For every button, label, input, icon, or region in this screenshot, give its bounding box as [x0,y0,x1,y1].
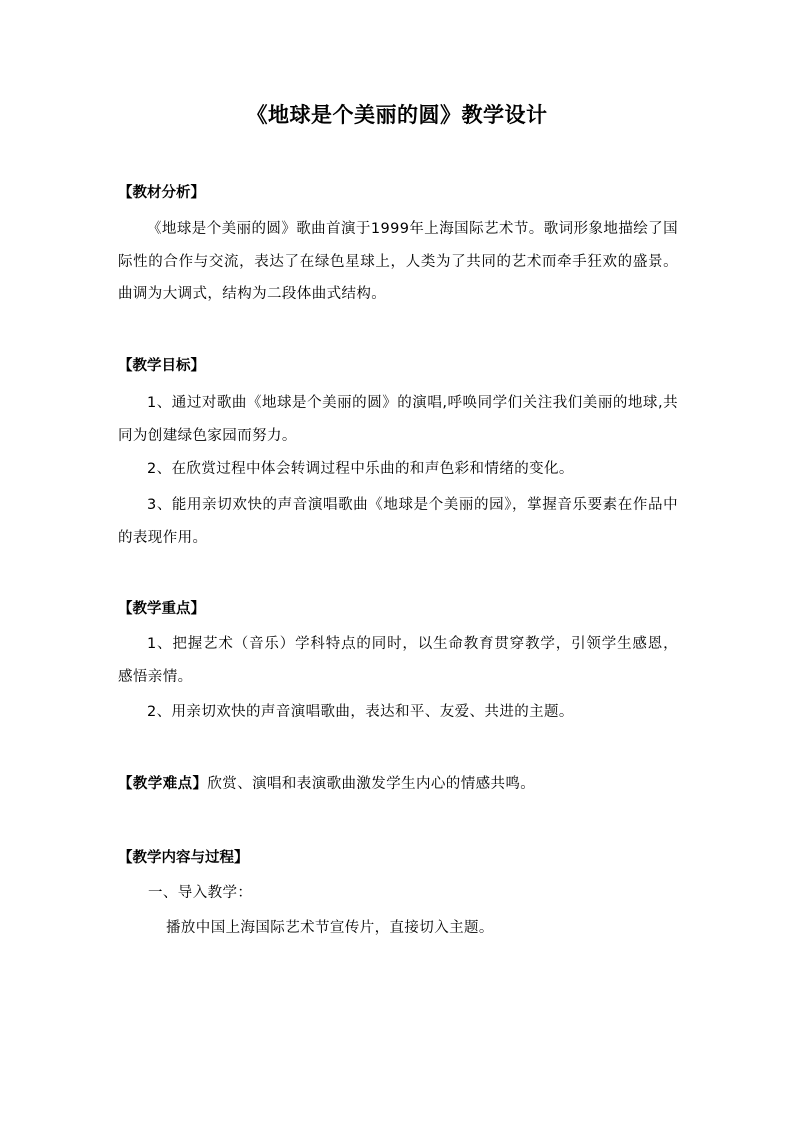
goal-item-2: 2、在欣赏过程中体会转调过程中乐曲的和声色彩和情绪的变化。 [147,461,574,477]
material-paragraph: 《地球是个美丽的圆》歌曲首演于1999年上海国际艺术节。歌词形象地描绘了国际性的合作与交流，表达了在绿色星球上，人类为了共同的艺术而牵手狂欢的盛景。曲调为大调式，结构为二段体曲式结构。 [118,221,678,302]
key-point-item-2: 2、用亲切欢快的声音演唱歌曲，表达和平、友爱、共进的主题。 [147,704,574,720]
section-heading-goals: 【教学目标】 [118,358,205,374]
section-heading-process: 【教学内容与过程】 [118,850,249,866]
goal-item-1: 1、通过对歌曲《地球是个美丽的圆》的演唱,呼唤同学们关注我们美丽的地球,共同为创建绿色家园而努力。 [118,395,678,444]
section-heading-difficulty: 【教学难点】 [118,776,208,792]
process-step-1-detail: 播放中国上海国际艺术节宣传片，直接切入主题。 [166,920,494,936]
document-title: 《地球是个美丽的圆》教学设计 [246,102,548,127]
key-point-item-1: 1、把握艺术（音乐）学科特点的同时，以生命教育贯穿教学，引领学生感恩，感悟亲情。 [118,636,678,685]
difficulty-line [118,772,535,796]
goal-item-3: 3、能用亲切欢快的声音演唱歌曲《地球是个美丽的园》，掌握音乐要素在作品中的表现作用。 [118,497,678,546]
section-heading-material: 【教材分析】 [118,185,205,201]
difficulty-text: 欣赏、演唱和表演歌曲激发学生内心的情感共鸣。 [207,776,536,792]
section-heading-key-points: 【教学重点】 [118,601,205,617]
process-step-1: 一、导入教学： [148,885,253,901]
